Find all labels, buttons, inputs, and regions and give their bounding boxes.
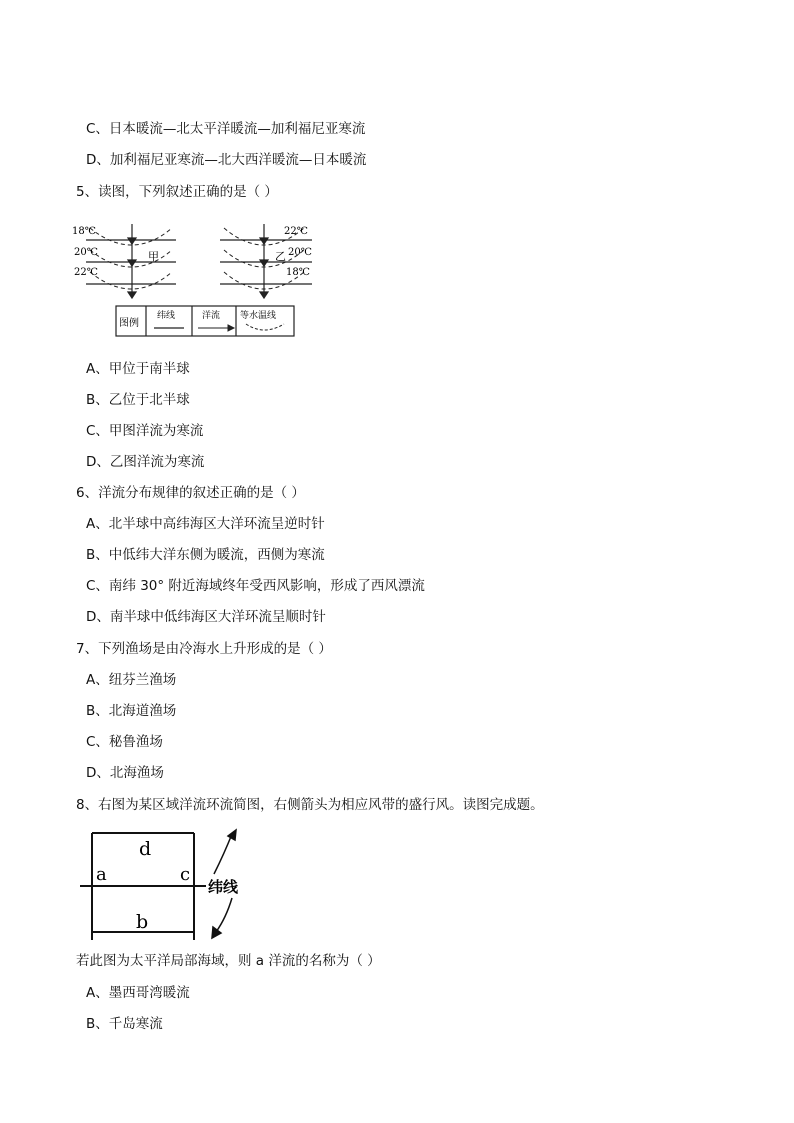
option-d: D、加利福尼亚寒流—北大西洋暖流—日本暖流 [86, 152, 367, 168]
q8-circulation-figure [76, 828, 256, 940]
label-jia: 甲 [148, 250, 159, 263]
q7-option-b: B、北海道渔场 [86, 703, 177, 719]
q7-option-c: C、秘鲁渔场 [86, 734, 163, 750]
q5-option-d: D、乙图洋流为寒流 [86, 454, 205, 470]
legend-isotherm-symbol [246, 324, 284, 330]
q6-option-c: C、南纬 30° 附近海域终年受西风影响，形成了西风漂流 [86, 578, 425, 594]
left-temp-22: 22℃ [74, 267, 98, 278]
right-temp-20: 20℃ [288, 247, 312, 258]
legend-current: 洋流 [202, 311, 221, 321]
left-temp-18: 18℃ [72, 226, 96, 237]
q7-option-d: D、北海渔场 [86, 765, 164, 781]
q5-isotherm-figure [72, 220, 312, 338]
legend-current-symbol [198, 325, 234, 331]
question-5-stem: 5、读图，下列叙述正确的是（ ） [76, 184, 278, 200]
q6-option-a: A、北半球中高纬海区大洋环流呈逆时针 [86, 516, 325, 532]
question-8-sub-stem: 若此图为太平洋局部海域，则 a 洋流的名称为（ ） [76, 953, 381, 969]
label-a: a [96, 864, 107, 885]
label-yi: 乙 [275, 250, 286, 263]
question-8-stem: 8、右图为某区域洋流环流简图，右侧箭头为相应风带的盛行风。读图完成题。 [76, 797, 544, 813]
left-temp-20: 20℃ [74, 247, 98, 258]
legend-isotherm: 等水温线 [240, 311, 277, 321]
q5-option-b: B、乙位于北半球 [86, 392, 190, 408]
q7-option-a: A、纽芬兰渔场 [86, 672, 177, 688]
legend-latitude: 纬线 [157, 311, 176, 321]
q8-option-b: B、千岛寒流 [86, 1016, 163, 1032]
option-c: C、日本暖流—北太平洋暖流—加利福尼亚寒流 [86, 121, 366, 137]
question-6-stem: 6、洋流分布规律的叙述正确的是（ ） [76, 485, 305, 501]
label-d: d [139, 838, 152, 860]
q5-option-c: C、甲图洋流为寒流 [86, 423, 204, 439]
label-b: b [136, 911, 149, 933]
q5-option-a: A、甲位于南半球 [86, 361, 190, 377]
label-c: c [180, 864, 191, 885]
latitude-label: 纬线 [208, 878, 239, 896]
right-temp-18: 18℃ [286, 267, 310, 278]
legend-title: 图例 [119, 318, 139, 329]
q8-option-a: A、墨西哥湾暖流 [86, 985, 190, 1001]
q6-option-d: D、南半球中低纬海区大洋环流呈顺时针 [86, 609, 326, 625]
question-7-stem: 7、下列渔场是由冷海水上升形成的是（ ） [76, 641, 332, 657]
right-temp-22: 22℃ [284, 226, 308, 237]
q6-option-b: B、中低纬大洋东侧为暖流，西侧为寒流 [86, 547, 325, 563]
